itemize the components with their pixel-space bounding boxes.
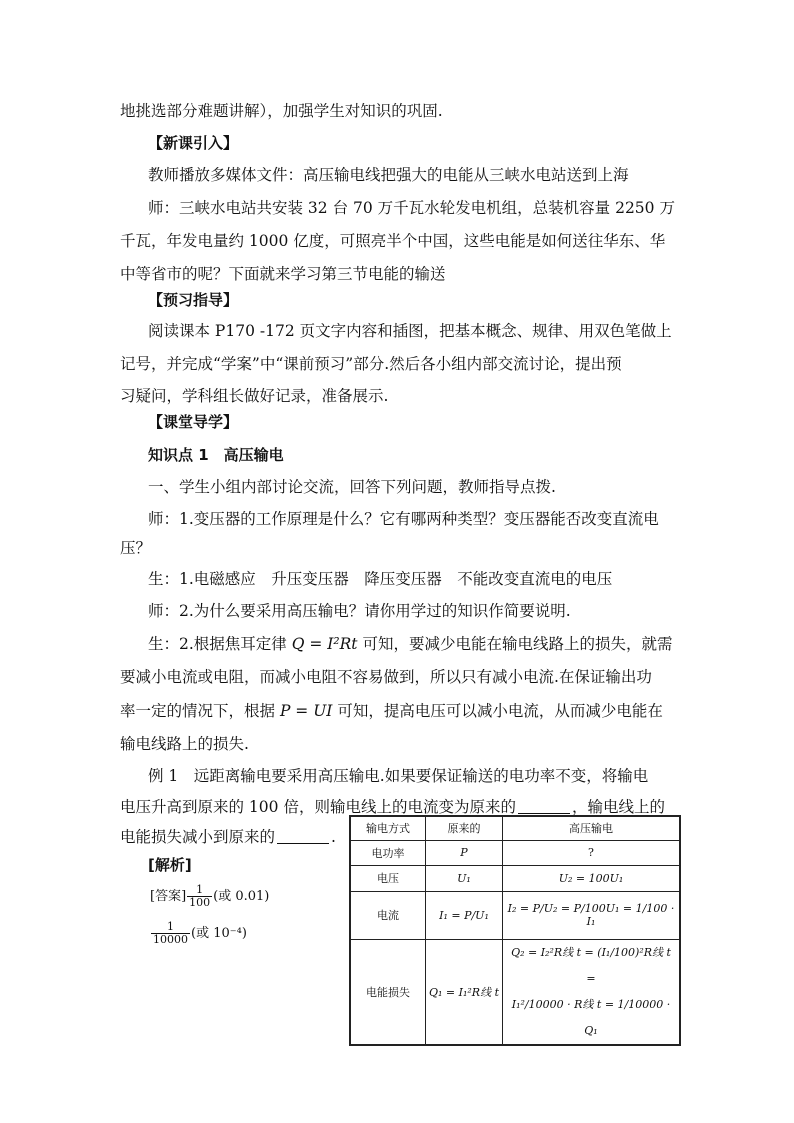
text-line: 师：1.变压器的工作原理是什么？它有哪两种类型？变压器能否改变直流电	[148, 510, 659, 528]
table-cell	[426, 891, 503, 939]
text-line: 师：三峡水电站共安装 32 台 70 万千瓦水轮发电机组，总装机容量 2250 万	[148, 199, 675, 217]
table-header: 输电方式	[350, 816, 426, 840]
text-line: 阅读课本 P170 -172 页文字内容和插图，把基本概念、规律、用双色笔做上	[148, 322, 672, 340]
table-cell: 电能损失	[350, 939, 426, 1045]
example-line	[120, 827, 336, 847]
numerator: 1	[187, 884, 212, 897]
table-row	[350, 939, 680, 1045]
table-cell	[426, 939, 503, 1045]
cell-formula: I₁ = P/U₁	[439, 908, 489, 922]
section-heading-preview: 【预习指导】	[148, 291, 239, 309]
text-line: 要减小电流或电阻，而减小电阻不容易做到，所以只有减小电流.在保证输出功	[120, 668, 652, 686]
cell-formula: U₁	[457, 871, 471, 885]
text-part: .	[331, 828, 336, 846]
answer-blank	[518, 799, 570, 814]
table-cell: ?	[503, 840, 681, 865]
table-cell	[426, 840, 503, 865]
fraction	[187, 884, 212, 909]
section-heading-class: 【课堂导学】	[148, 413, 239, 431]
formula-power: P = UI	[279, 702, 333, 720]
table-cell	[503, 865, 681, 891]
cell-formula: I₁²/10000 · R线 t = 1/10000 · Q₁	[511, 997, 671, 1037]
example-line: 例 1 远距离输电要采用高压输电.如果要保证输送的电功率不变，将输电	[148, 767, 649, 785]
cell-formula: U₂ = 100U₁	[558, 871, 624, 885]
formula-joule: Q = I²Rt	[291, 635, 358, 653]
cell-formula: I₂ = P/U₂ = P/100U₁ = 1/100 · I₁	[507, 902, 675, 928]
answer-label: [答案]	[150, 889, 187, 904]
text-line: 地挑选部分难题讲解），加强学生对知识的巩固.	[120, 102, 443, 120]
table-row	[350, 840, 680, 865]
text-line: 记号，并完成“学案”中“课前预习”部分.然后各小组内部交流讨论，提出预	[120, 355, 622, 373]
table-header: 高压输电	[503, 816, 681, 840]
text-line	[120, 701, 663, 721]
table-header: 原来的	[426, 816, 503, 840]
knowledge-point-heading: 知识点 1 高压输电	[148, 446, 284, 464]
text-line: 生：1.电磁感应 升压变压器 降压变压器 不能改变直流电的电压	[148, 570, 613, 588]
text-part: 可知，要减少电能在输电线路上的损失，就需	[357, 635, 673, 653]
fraction	[151, 921, 190, 946]
table-cell	[426, 865, 503, 891]
cell-formula: Q₂ = I₂²R线 t = (I₁/100)²R线 t =	[511, 945, 671, 985]
text-line: 千瓦，年发电量约 1000 亿度，可照亮半个中国，这些电能是如何送往华东、华	[120, 232, 666, 250]
denominator: 10000	[153, 933, 188, 946]
answer-alt: (或 0.01)	[213, 889, 270, 904]
example-line	[120, 797, 665, 817]
text-line	[148, 634, 672, 654]
numerator: 1	[151, 921, 190, 934]
text-line: 中等省市的呢？下面就来学习第三节电能的输送	[120, 265, 446, 283]
cell-formula: Q₁ = I₁²R线 t	[428, 985, 499, 999]
table-cell: 电压	[350, 865, 426, 891]
text-part: 生：2.根据焦耳定律	[148, 635, 292, 653]
text-part: 电压升高到原来的 100 倍，则输电线上的电流变为原来的	[120, 798, 516, 816]
cell-formula: P	[460, 846, 468, 859]
table-row	[350, 891, 680, 939]
text-line: 习疑问，学科组长做好记录，准备展示.	[120, 387, 389, 405]
text-line: 师：2.为什么要采用高压输电？请你用学过的知识作简要说明.	[148, 602, 571, 620]
answer-blank	[277, 829, 329, 844]
table-cell: 电功率	[350, 840, 426, 865]
table-row	[350, 865, 680, 891]
answer-line-2	[150, 921, 247, 946]
text-line: 教师播放多媒体文件：高压输电线把强大的电能从三峡水电站送到上海	[148, 166, 629, 184]
denominator: 100	[189, 896, 211, 909]
text-part: 电能损失减小到原来的	[120, 828, 276, 846]
text-part: ，输电线上的	[571, 798, 665, 816]
answer-line-1	[150, 884, 269, 909]
text-line: 输电线路上的损失.	[120, 735, 249, 753]
text-line: 一、学生小组内部讨论交流，回答下列问题，教师指导点拨.	[148, 478, 556, 496]
text-part: 可知，提高电压可以减小电流，从而减少电能在	[332, 702, 663, 720]
table-header-row	[350, 816, 680, 840]
text-part: 率一定的情况下，根据	[120, 702, 280, 720]
section-heading-new-lesson: 【新课引入】	[148, 134, 239, 152]
analysis-heading: [解析]	[148, 856, 192, 874]
answer-alt: (或 10⁻⁴)	[191, 926, 247, 941]
table-cell: 电流	[350, 891, 426, 939]
comparison-table	[349, 815, 681, 1046]
text-line: 压？	[120, 539, 152, 557]
table-cell	[503, 891, 681, 939]
table-cell	[503, 939, 681, 1045]
